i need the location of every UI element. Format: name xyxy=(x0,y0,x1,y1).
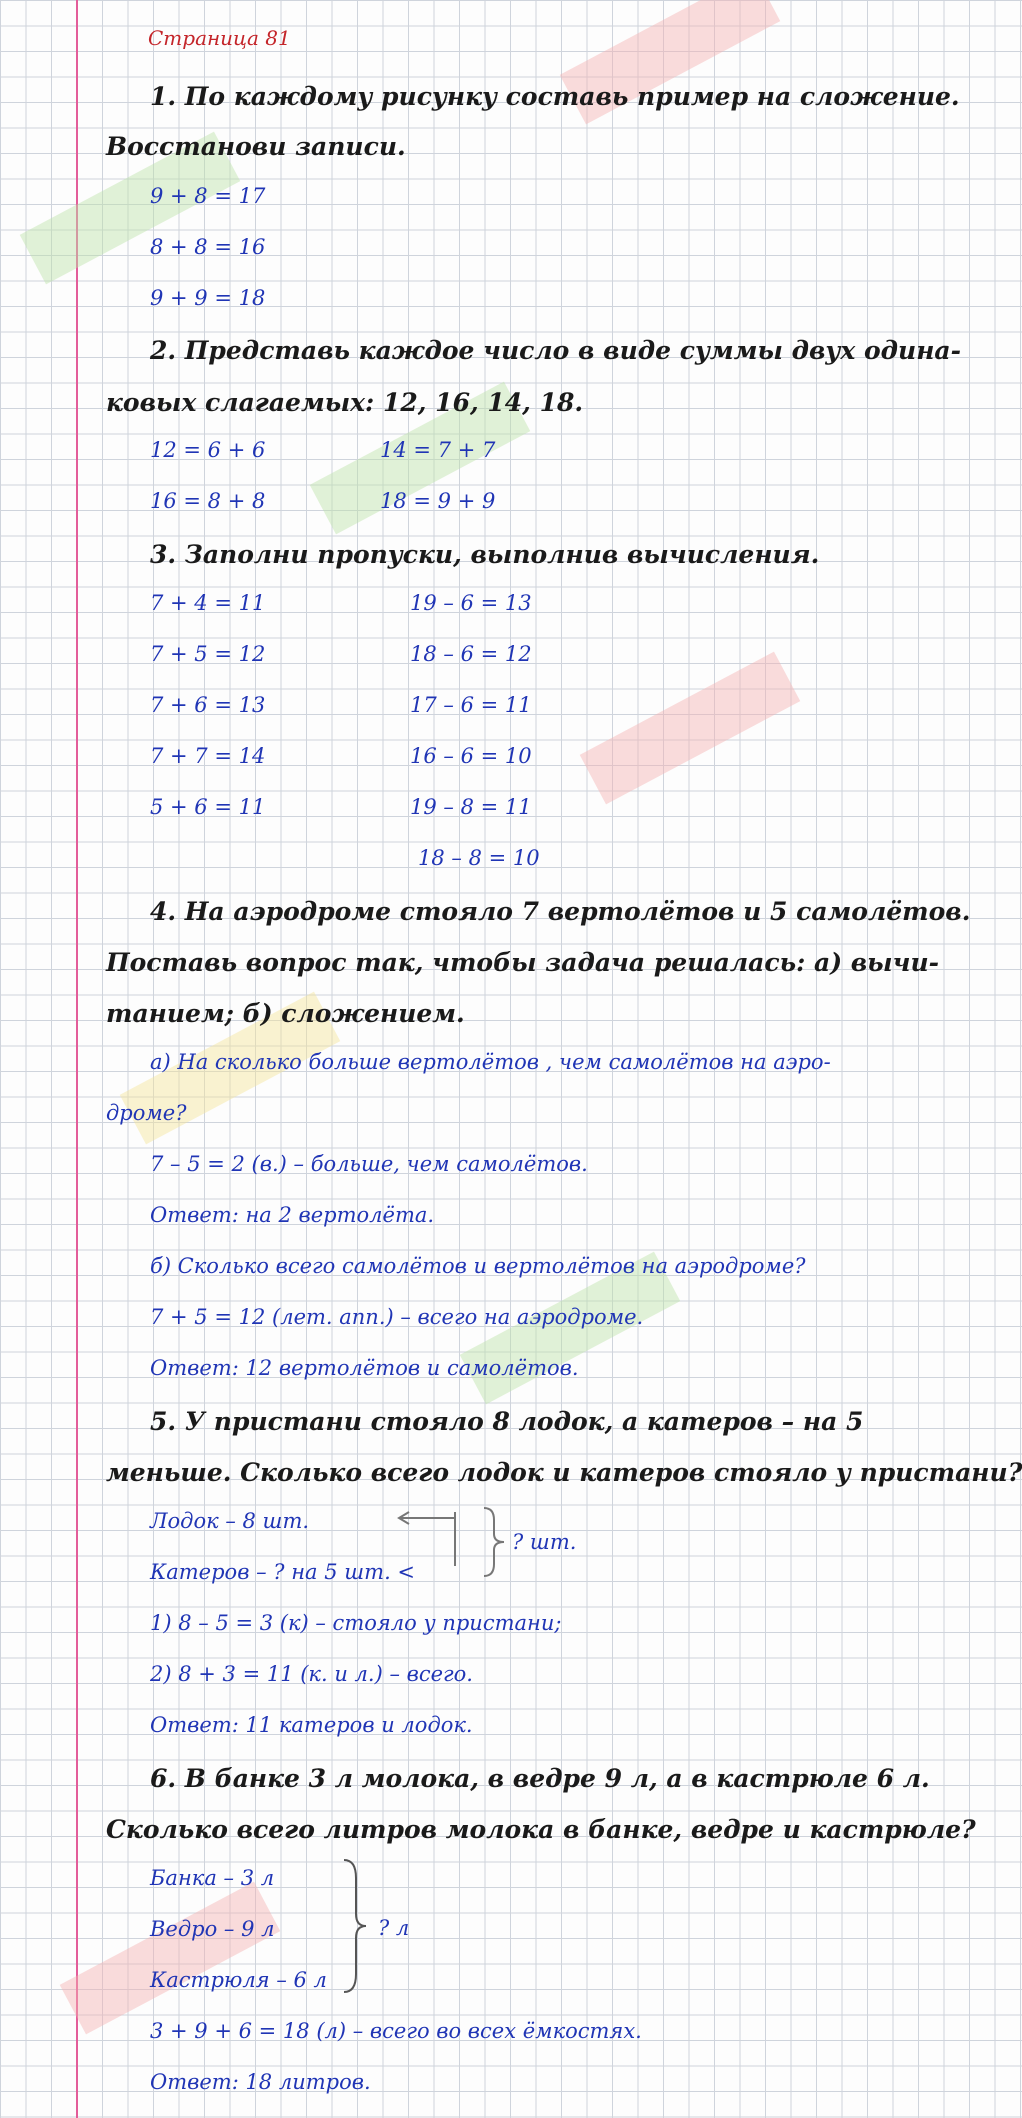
task3-answer: 17 – 6 = 11 xyxy=(410,693,532,717)
task6-condition: Банка – 3 л xyxy=(150,1866,275,1890)
task5-condition: Катеров – ? на 5 шт. < xyxy=(150,1560,416,1584)
task5-condition: Лодок – 8 шт. xyxy=(150,1509,310,1533)
comparison-arrow-icon xyxy=(395,1510,465,1570)
task3-answer: 7 + 7 = 14 xyxy=(150,744,266,768)
task6-condition: Кастрюля – 6 л xyxy=(150,1968,327,1992)
task6-answer: Ответ: 18 литров. xyxy=(150,2070,371,2094)
task2-answer: 14 = 7 + 7 xyxy=(380,438,496,462)
task4-b-question: б) Сколько всего самолётов и вертолётов на аэродроме? xyxy=(150,1254,806,1278)
task4-b-answer: Ответ: 12 вертолётов и самолётов. xyxy=(150,1356,579,1380)
task5-brace-label: ? шт. xyxy=(512,1530,577,1554)
task1-answer: 9 + 8 = 17 xyxy=(150,184,266,208)
task4-title-line2: Поставь вопрос так, чтобы задача решалась: а) вычи- xyxy=(106,948,940,977)
task4-a-question-line2: дроме? xyxy=(106,1101,187,1125)
task4-b-solution: 7 + 5 = 12 (лет. апп.) – всего на аэродроме. xyxy=(150,1305,644,1329)
watermark-blotch xyxy=(60,1882,281,2035)
task6-title-line1: 6. В банке 3 л молока, в ведре 9 л, а в кастрюле 6 л. xyxy=(150,1764,930,1793)
task4-title-line3: танием; б) сложением. xyxy=(106,999,465,1028)
task4-a-answer: Ответ: на 2 вертолёта. xyxy=(150,1203,435,1227)
task3-title: 3. Заполни пропуски, выполнив вычисления. xyxy=(150,540,820,569)
task3-answer: 7 + 5 = 12 xyxy=(150,642,266,666)
task2-answer: 16 = 8 + 8 xyxy=(150,489,266,513)
task6-title-line2: Сколько всего литров молока в банке, ведре и кастрюле? xyxy=(106,1815,976,1844)
margin-line xyxy=(76,0,78,2118)
task1-title-line1: 1. По каждому рисунку составь пример на сложение. xyxy=(150,82,960,111)
task3-answer: 18 – 8 = 10 xyxy=(418,846,540,870)
task4-title-line1: 4. На аэродроме стояло 7 вертолётов и 5 самолётов. xyxy=(150,897,971,926)
task1-answer: 8 + 8 = 16 xyxy=(150,235,266,259)
task3-answer: 18 – 6 = 12 xyxy=(410,642,532,666)
task5-answer: Ответ: 11 катеров и лодок. xyxy=(150,1713,473,1737)
task5-title-line1: 5. У пристани стояло 8 лодок, а катеров – на 5 xyxy=(150,1407,864,1436)
task6-solution: 3 + 9 + 6 = 18 (л) – всего во всех ёмкостях. xyxy=(150,2019,642,2043)
brace-icon xyxy=(480,1506,508,1578)
task5-step: 2) 8 + 3 = 11 (к. и л.) – всего. xyxy=(150,1662,473,1686)
brace-icon xyxy=(340,1858,370,1994)
task3-answer: 19 – 6 = 13 xyxy=(410,591,532,615)
task3-answer: 7 + 6 = 13 xyxy=(150,693,266,717)
task2-answer: 12 = 6 + 6 xyxy=(150,438,266,462)
task5-title-line2: меньше. Сколько всего лодок и катеров стояло у пристани? xyxy=(106,1458,1022,1487)
task4-a-question-line1: а) На сколько больше вертолётов , чем самолётов на аэро- xyxy=(150,1050,831,1074)
task2-answer: 18 = 9 + 9 xyxy=(380,489,496,513)
task4-a-solution: 7 – 5 = 2 (в.) – больше, чем самолётов. xyxy=(150,1152,588,1176)
task1-answer: 9 + 9 = 18 xyxy=(150,286,266,310)
task3-answer: 7 + 4 = 11 xyxy=(150,591,266,615)
watermark-blotch xyxy=(580,652,801,805)
page-title: Страница 81 xyxy=(148,26,291,50)
task1-title-line2: Восстанови записи. xyxy=(106,132,406,161)
task2-title-line1: 2. Представь каждое число в виде суммы двух одина- xyxy=(150,336,962,365)
task3-answer: 16 – 6 = 10 xyxy=(410,744,532,768)
task3-answer: 5 + 6 = 11 xyxy=(150,795,266,819)
task5-step: 1) 8 – 5 = 3 (к) – стояло у пристани; xyxy=(150,1611,562,1635)
task3-answer: 19 – 8 = 11 xyxy=(410,795,532,819)
task6-brace-label: ? л xyxy=(378,1916,410,1940)
task2-title-line2: ковых слагаемых: 12, 16, 14, 18. xyxy=(106,388,584,417)
task6-condition: Ведро – 9 л xyxy=(150,1917,275,1941)
